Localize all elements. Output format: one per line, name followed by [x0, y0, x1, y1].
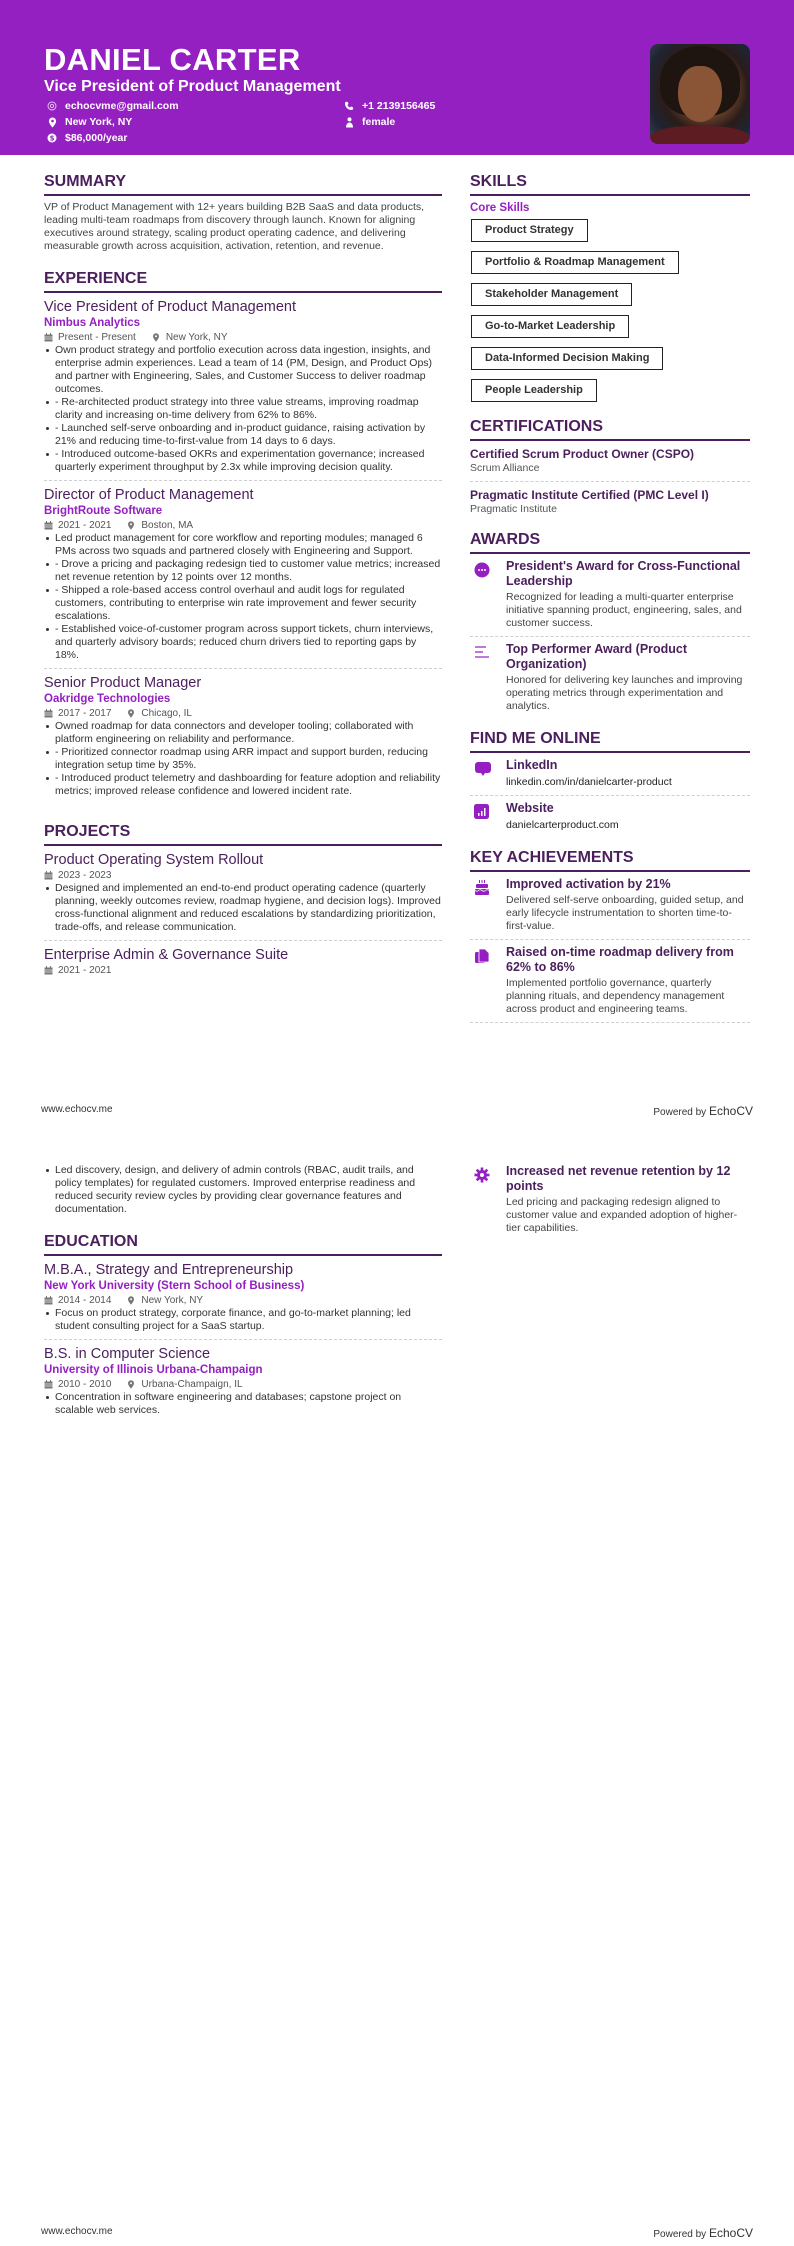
education-location: New York, NY: [141, 1295, 204, 1306]
project-dates: 2021 - 2021: [58, 965, 112, 976]
project-bullets: [44, 882, 442, 934]
skill-chip: Portfolio & Roadmap Management: [471, 251, 679, 274]
divider: [44, 480, 442, 481]
achievement-title: Increased net revenue retention by 12 points: [506, 1164, 731, 1193]
job-location: Boston, MA: [141, 520, 194, 531]
bullet: - Launched self-serve onboarding and in-product guidance, raising activation by 21% and reducing time-to-first-value from 14 days to 6 days.: [44, 422, 442, 448]
right-column-page-2: [470, 1164, 750, 1235]
online-label: Website: [506, 801, 554, 815]
summary-text: VP of Product Management with 12+ years building B2B SaaS and data products, leading multi-team roadmaps from discovery through launch. Known for aligning executives around strategy, scaling product operating cadence, and delivering measurable growth across acquisition, activation, retention, and revenue.: [44, 201, 425, 252]
candidate-role: Vice President of Product Management: [44, 78, 341, 95]
phone-text: +1 2139156465: [362, 100, 436, 112]
award-title: President's Award for Cross-Functional Leadership: [506, 559, 741, 588]
skill-chip: Product Strategy: [471, 219, 588, 242]
skill-chip: Data-Informed Decision Making: [471, 347, 663, 370]
brand-logo-text: EchoCV: [708, 2226, 753, 2240]
project-name: Enterprise Admin & Governance Suite: [44, 947, 289, 963]
at-sign-icon: [46, 100, 58, 112]
calendar-icon: [44, 333, 53, 342]
profile-photo: [650, 44, 750, 144]
divider: [470, 481, 750, 482]
section-title-certifications: CERTIFICATIONS: [470, 417, 750, 441]
education-meta: [44, 1294, 442, 1307]
certifications-section: [470, 417, 750, 516]
contact-email[interactable]: [46, 99, 179, 113]
school-name: New York University (Stern School of Business): [44, 1280, 305, 1292]
bullet: Designed and implemented an end-to-end product operating cadence (quarterly planning, weekly outcomes review, roadmap hygiene, and decision logs). Improved cross-functional alignment and reduced escalations by standardizing prioritization, trade-offs, and release communication.: [44, 882, 442, 934]
education-dates: 2010 - 2010: [58, 1379, 112, 1390]
gender-text: female: [362, 116, 396, 128]
experience-item: [44, 298, 442, 474]
gear-icon: [470, 1164, 506, 1235]
project-bullets-continued: [44, 1164, 442, 1216]
achievement-desc: Implemented portfolio governance, quarterly planning rituals, and dependency management across product and engineering teams.: [506, 977, 725, 1015]
experience-section: [44, 269, 442, 798]
education-bullets: [44, 1391, 442, 1417]
job-meta: [44, 519, 442, 532]
award-title: Top Performer Award (Product Organization): [506, 642, 688, 671]
calendar-icon: [44, 709, 53, 718]
calendar-icon: [44, 871, 53, 880]
job-location: New York, NY: [165, 332, 228, 343]
degree-name: M.B.A., Strategy and Entrepreneurship: [44, 1262, 294, 1278]
divider: [44, 940, 442, 941]
achievements-section: [470, 848, 750, 1023]
award-desc: Honored for delivering key launches and improving operating metrics through experimentation and analytics.: [506, 674, 743, 712]
cert-issuer: Scrum Alliance: [470, 462, 540, 474]
cert-issuer: Pragmatic Institute: [470, 503, 557, 515]
job-dates: 2017 - 2017: [58, 708, 112, 719]
skill-chip: Stakeholder Management: [471, 283, 632, 306]
section-title-skills: SKILLS: [470, 172, 750, 196]
bullet: - Introduced outcome-based OKRs and experimentation governance; increased quarterly experiment throughput by 2.3x while improving decision quality.: [44, 448, 442, 474]
bullet: - Prioritized connector roadmap using ARR impact and support burden, reducing integration setup time by 35%.: [44, 746, 442, 772]
project-name: Product Operating System Rollout: [44, 852, 264, 868]
phone-icon: [343, 100, 355, 112]
job-title: Vice President of Product Management: [44, 299, 297, 315]
bullet: Led product management for core workflow and reporting modules; managed 6 PMs across two squads and partnered closely with Engineering and Support.: [44, 532, 442, 558]
person-icon: [343, 116, 355, 128]
bullet: - Drove a pricing and packaging redesign tied to customer value metrics; increased net revenue retention by 12 points over 12 months.: [44, 558, 442, 584]
divider: [44, 668, 442, 669]
education-bullets: [44, 1307, 442, 1333]
job-location: Chicago, IL: [141, 708, 192, 719]
contact-salary: [46, 131, 127, 145]
resume-header: [0, 0, 794, 155]
left-column: [44, 172, 442, 977]
contact-location: [46, 115, 132, 129]
job-meta: [44, 331, 442, 344]
company-name: Oakridge Technologies: [44, 693, 171, 705]
section-title-education: EDUCATION: [44, 1232, 442, 1256]
education-section: [44, 1232, 442, 1417]
experience-item: [44, 486, 442, 662]
project-dates: 2023 - 2023: [58, 870, 112, 881]
bullet: - Re-architected product strategy into three value streams, improving roadmap clarity and increasing on-time delivery from 62% to 86%.: [44, 396, 442, 422]
divider: [470, 939, 750, 940]
section-title-achievements: KEY ACHIEVEMENTS: [470, 848, 750, 872]
footer-site-link[interactable]: www.echocv.me: [41, 1104, 113, 1115]
achievement-item: [470, 945, 750, 1016]
bullet: Owned roadmap for data connectors and developer tooling; collaborated with platform engineering on reliability and performance.: [44, 720, 442, 746]
divider: [470, 636, 750, 637]
divider: [470, 1022, 750, 1023]
map-pin-icon: [127, 709, 136, 718]
footer-powered-by: Powered by EchoCV: [653, 1104, 753, 1118]
bullet: - Established voice-of-customer program across support tickets, churn interviews, and quarterly advisory boards; reduced churn drivers tied to reporting gaps by 18%.: [44, 623, 442, 662]
svg-text:$: $: [49, 134, 55, 143]
email-text: echocvme@gmail.com: [65, 100, 179, 112]
section-title-awards: AWARDS: [470, 530, 750, 554]
map-pin-icon: [152, 333, 161, 342]
job-dates: 2021 - 2021: [58, 520, 112, 531]
education-meta: [44, 1378, 442, 1391]
map-pin-icon: [127, 1380, 136, 1389]
brand-logo-text: EchoCV: [708, 1104, 753, 1118]
footer-powered-by: Powered by EchoCV: [653, 2226, 753, 2240]
right-column: [470, 172, 750, 1028]
projects-section: [44, 822, 442, 977]
divider: [44, 1339, 442, 1340]
section-title-online: FIND ME ONLINE: [470, 729, 750, 753]
job-title: Senior Product Manager: [44, 675, 202, 691]
online-section: [470, 729, 750, 832]
bullet: - Introduced product telemetry and dashboarding for feature adoption and reliability metrics; improved release confidence and lowered incident rate.: [44, 772, 442, 798]
candidate-name: DANIEL CARTER: [44, 42, 301, 77]
cert-name: Certified Scrum Product Owner (CSPO): [470, 447, 695, 461]
dollar-coin-icon: [46, 132, 58, 144]
calendar-icon: [44, 521, 53, 530]
salary-text: $86,000/year: [65, 132, 128, 144]
online-url[interactable]: linkedin.com/in/danielcarter-product: [506, 776, 672, 788]
location-text: New York, NY: [65, 116, 133, 128]
online-label: LinkedIn: [506, 758, 558, 772]
bullet: - Shipped a role-based access control overhaul and audit logs for regulated customers, contributing to enterprise win rate improvement and fewer security escalations.: [44, 584, 442, 623]
online-link-linkedin[interactable]: [470, 758, 750, 789]
achievement-title: Improved activation by 21%: [506, 877, 671, 891]
left-column-page-2: [44, 1164, 442, 1417]
calendar-icon: [44, 1296, 53, 1305]
skills-section: [470, 172, 750, 411]
chat-bubble-icon: [470, 758, 506, 789]
section-title-projects: PROJECTS: [44, 822, 442, 846]
calendar-icon: [44, 1380, 53, 1389]
project-meta: [44, 964, 442, 977]
degree-name: B.S. in Computer Science: [44, 1346, 211, 1362]
job-bullets: [44, 720, 442, 798]
online-link-website[interactable]: [470, 801, 750, 832]
education-location: Urbana-Champaign, IL: [141, 1379, 243, 1390]
online-url[interactable]: danielcarterproduct.com: [506, 819, 619, 831]
summary-section: [44, 172, 442, 253]
education-item: [44, 1345, 442, 1417]
map-pin-icon: [127, 521, 136, 530]
project-item: [44, 946, 442, 977]
bullet: Led discovery, design, and delivery of admin controls (RBAC, audit trails, and policy templates) for regulated customers. Improved enterprise readiness and reduced security review cycles by providing clear governance features and documentation.: [44, 1164, 442, 1216]
awards-section: [470, 530, 750, 713]
job-title: Director of Product Management: [44, 487, 254, 503]
cake-icon: [470, 877, 506, 933]
map-pin-icon: [127, 1296, 136, 1305]
achievement-desc: Delivered self-serve onboarding, guided setup, and early lifecycle instrumentation to shorten time-to-first-value.: [506, 894, 744, 932]
award-desc: Recognized for leading a multi-quarter enterprise initiative spanning product, engineering, sales, and customer success.: [506, 591, 742, 629]
skill-chip: People Leadership: [471, 379, 597, 402]
calendar-icon: [44, 966, 53, 975]
bullet: Concentration in software engineering and databases; capstone project on scalable web services.: [44, 1391, 442, 1417]
copy-docs-icon: [470, 945, 506, 1016]
skill-chip: Go-to-Market Leadership: [471, 315, 629, 338]
section-title-experience: EXPERIENCE: [44, 269, 442, 293]
award-item: [470, 559, 750, 630]
job-bullets: [44, 344, 442, 474]
divider: [470, 795, 750, 796]
job-meta: [44, 707, 442, 720]
school-name: University of Illinois Urbana-Champaign: [44, 1364, 263, 1376]
footer-site-link[interactable]: www.echocv.me: [41, 2226, 113, 2237]
job-dates: Present - Present: [58, 332, 136, 343]
cert-name: Pragmatic Institute Certified (PMC Level I): [470, 488, 709, 502]
more-dots-icon: [470, 559, 506, 630]
signal-bars-icon: [470, 801, 506, 832]
bullet: Focus on product strategy, corporate finance, and go-to-market planning; led student consulting project for a SaaS startup.: [44, 1307, 442, 1333]
project-item: [44, 851, 442, 934]
skill-chips: [470, 219, 750, 411]
map-pin-icon: [46, 116, 58, 128]
achievement-item: [470, 1164, 750, 1235]
experience-item: [44, 674, 442, 798]
award-item: [470, 642, 750, 713]
company-name: BrightRoute Software: [44, 505, 163, 517]
education-item: [44, 1261, 442, 1333]
contact-gender: [343, 115, 395, 129]
contact-phone[interactable]: [343, 99, 435, 113]
achievement-desc: Led pricing and packaging redesign aligned to customer value and expanded adoption of higher-tier capabilities.: [506, 1196, 738, 1234]
education-dates: 2014 - 2014: [58, 1295, 112, 1306]
bullet: Own product strategy and portfolio execution across data ingestion, insights, and enterprise admin experiences. Lead a team of 14 (PM, Design, and Product Ops) and partner with Engineering, Sales, and Customer Success to deliver roadmap outcomes.: [44, 344, 442, 396]
align-lines-icon: [470, 642, 506, 713]
section-title-summary: SUMMARY: [44, 172, 442, 196]
project-meta: [44, 869, 442, 882]
achievement-item: [470, 877, 750, 933]
company-name: Nimbus Analytics: [44, 317, 141, 329]
job-bullets: [44, 532, 442, 662]
skills-group-title: Core Skills: [470, 202, 530, 214]
achievement-title: Raised on-time roadmap delivery from 62% to 86%: [506, 945, 734, 974]
